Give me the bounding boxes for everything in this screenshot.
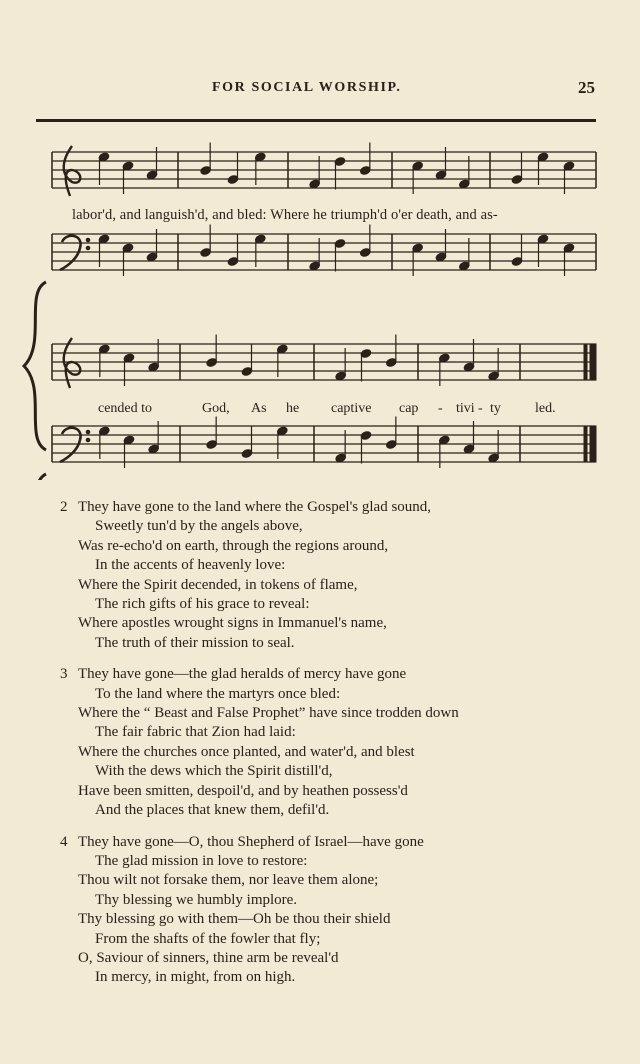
system-brace bbox=[24, 282, 46, 450]
verse-line: Thy blessing we humbly implore. bbox=[95, 891, 298, 908]
music-score bbox=[0, 130, 640, 480]
system1-lyrics: labor'd, and languish'd, and bled: Where he triumph'd o'er death, and as- bbox=[72, 207, 498, 223]
stanza-number: 4 bbox=[60, 833, 68, 850]
verse-line: The fair fabric that Zion had laid: bbox=[95, 724, 296, 741]
system-brace bbox=[24, 474, 46, 480]
lyric-syllable: cended to bbox=[98, 401, 153, 416]
final-barline bbox=[584, 344, 587, 380]
bass-clef bbox=[60, 236, 81, 270]
bass-clef-dot bbox=[86, 430, 90, 434]
verse-line: Where apostles wrought signs in Immanuel's name, bbox=[78, 615, 387, 632]
page-header bbox=[0, 80, 640, 102]
lyric-syllable: ty bbox=[490, 401, 501, 416]
verse-line: In the accents of heavenly love: bbox=[95, 557, 286, 574]
verse-line: The rich gifts of his grace to reveal: bbox=[95, 596, 310, 613]
verse-line: The glad mission in love to restore: bbox=[95, 852, 308, 869]
verse-line: O, Saviour of sinners, thine arm be reveal'd bbox=[78, 949, 339, 966]
verse-line: Where the Spirit decended, in tokens of flame, bbox=[78, 576, 358, 593]
page-number: 25 bbox=[578, 78, 595, 97]
verse-line: Was re-echo'd on earth, through the regions around, bbox=[78, 537, 389, 554]
final-barline bbox=[584, 426, 587, 462]
verse-line: Where the churches once planted, and water'd, and blest bbox=[78, 743, 415, 760]
bass-clef-dot bbox=[86, 438, 90, 442]
verse-line: To the land where the martyrs once bled: bbox=[95, 685, 341, 702]
stanza-2 bbox=[60, 498, 620, 653]
lyric-syllable: cap bbox=[399, 401, 419, 416]
verse-line: And the places that knew them, defil'd. bbox=[95, 802, 330, 819]
lyric-syllable: led. bbox=[535, 401, 556, 416]
verse-line: Thou wilt not forsake them, nor leave them alone; bbox=[78, 872, 379, 889]
verse-line: Sweetly tun'd by the angels above, bbox=[95, 518, 303, 535]
bass-clef-dot bbox=[86, 238, 90, 242]
header-rule bbox=[36, 119, 596, 122]
stanza-3 bbox=[60, 665, 620, 820]
verse-line: In mercy, in might, from on high. bbox=[95, 969, 296, 986]
verse-line: The truth of their mission to seal. bbox=[95, 634, 295, 651]
verse-line: 2 They have gone to the land where the Gospel's glad sound, bbox=[60, 498, 620, 517]
lyric-syllable: he bbox=[286, 401, 300, 416]
final-barline bbox=[590, 344, 596, 380]
lyric-syllable: tivi bbox=[456, 401, 475, 416]
stanza-4 bbox=[60, 833, 620, 988]
verse-line: 4 They have gone—O, thou Shepherd of Israel—have gone bbox=[60, 833, 620, 852]
verse-line: From the shafts of the fowler that fly; bbox=[95, 930, 321, 947]
verse-line: Thy blessing go with them—Oh be thou their shield bbox=[78, 911, 391, 928]
verse-line: Have been smitten, despoil'd, and by heathen possess'd bbox=[78, 782, 408, 799]
system2-lyrics bbox=[0, 401, 640, 421]
verse-line: 3 They have gone—the glad heralds of mercy have gone bbox=[60, 665, 620, 684]
bass-clef-dot bbox=[86, 246, 90, 250]
lyric-syllable: - bbox=[438, 401, 443, 416]
verse-line: Where the “ Beast and False Prophet” have since trodden down bbox=[78, 705, 459, 722]
bass-clef bbox=[60, 428, 81, 462]
verses bbox=[60, 498, 620, 1000]
lyric-syllable: As bbox=[251, 401, 267, 416]
stanza-number: 2 bbox=[60, 499, 68, 515]
running-head: FOR SOCIAL WORSHIP. bbox=[212, 80, 402, 95]
stanza-number: 3 bbox=[60, 666, 68, 683]
lyric-syllable: captive bbox=[331, 401, 372, 416]
lyric-syllable: God, bbox=[202, 401, 230, 416]
final-barline bbox=[590, 426, 596, 462]
verse-line: With the dews which the Spirit distill'd, bbox=[95, 763, 333, 780]
lyric-syllable: - bbox=[478, 401, 483, 416]
